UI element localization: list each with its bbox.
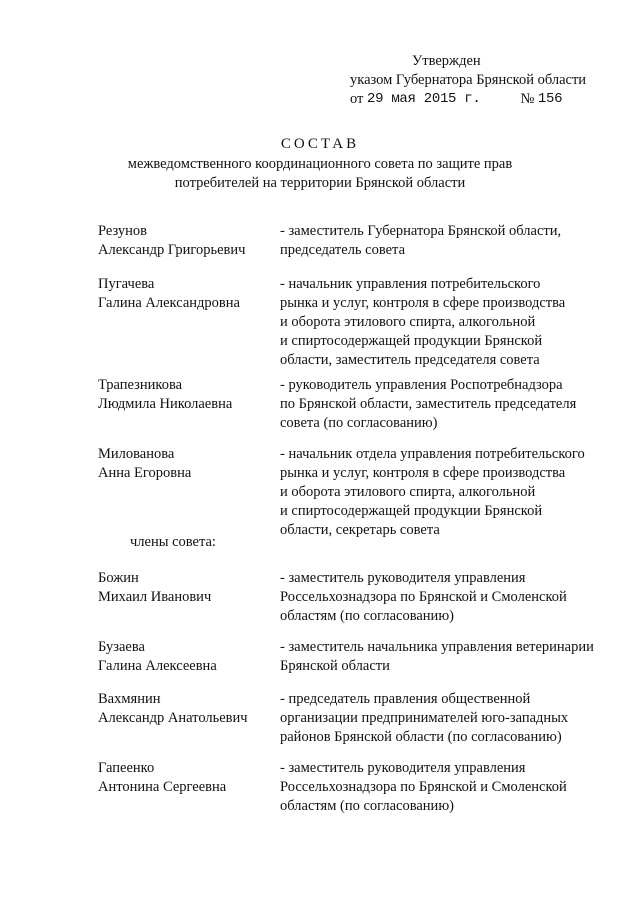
member-name — [98, 569, 278, 607]
approval-stamp — [350, 52, 586, 109]
member-surname: Божин — [98, 570, 139, 586]
document-subtitle — [0, 155, 640, 193]
date-spacer — [480, 90, 520, 109]
member-surname: Резунов — [98, 223, 148, 239]
member-role: - руководитель управления Роспотребнадзора по Брянской области, заместитель председателя совета (по согласованию) — [280, 377, 577, 431]
approval-line-approved: Утвержден — [412, 53, 481, 69]
approval-line-decree: указом Губернатора Брянской области — [350, 72, 587, 88]
members-heading: члены совета: — [130, 534, 216, 550]
member-role: - заместитель начальника управления ветеринарии Брянской области — [280, 639, 594, 674]
member-given-names: Галина Алексеевна — [98, 658, 217, 674]
member-given-names: Людмила Николаевна — [98, 396, 233, 412]
date-prefix: от — [350, 91, 368, 107]
decree-number: 156 — [537, 91, 563, 107]
member-surname: Гапеенко — [98, 760, 155, 776]
member-name — [98, 445, 278, 483]
member-role: - заместитель руководителя управления Россельхознадзора по Брянской и Смоленской областям (по согласованию) — [280, 760, 567, 814]
member-surname: Бузаева — [98, 639, 145, 655]
member-role: - начальник управления потребительского рынка и услуг, контроля в сфере производства и оборота этилового спирта, алкогольной и спиртосодержащей продукции Брянской области, заместитель председателя совета — [280, 276, 566, 368]
document-title: СОСТАВ — [280, 136, 360, 152]
member-name — [98, 759, 278, 797]
member-surname: Пугачева — [98, 276, 155, 292]
member-given-names: Галина Александровна — [98, 295, 240, 311]
member-role: - председатель правления общественной организации предпринимателей юго-западных районов Брянской области (по согласованию) — [280, 691, 569, 745]
member-name — [98, 638, 278, 676]
member-name — [98, 690, 278, 728]
subtitle-line-1: межведомственного координационного совета по защите прав — [127, 156, 513, 172]
member-name — [98, 222, 278, 260]
member-given-names: Анна Егоровна — [98, 465, 192, 481]
approval-date-line — [350, 90, 586, 109]
member-given-names: Александр Григорьевич — [98, 242, 246, 258]
number-prefix: № — [520, 91, 538, 107]
decree-date: 29 мая 2015 г. — [367, 91, 481, 107]
member-surname: Милованова — [98, 446, 175, 462]
member-name — [98, 275, 278, 313]
member-given-names: Александр Анатольевич — [98, 710, 248, 726]
member-role: - заместитель Губернатора Брянской области, председатель совета — [280, 223, 562, 258]
subtitle-line-2: потребителей на территории Брянской области — [174, 175, 466, 191]
member-given-names: Михаил Иванович — [98, 589, 212, 605]
member-surname: Вахмянин — [98, 691, 161, 707]
member-surname: Трапезникова — [98, 377, 183, 393]
member-name — [98, 376, 278, 414]
member-role: - заместитель руководителя управления Россельхознадзора по Брянской и Смоленской областям (по согласованию) — [280, 570, 567, 624]
member-given-names: Антонина Сергеевна — [98, 779, 227, 795]
member-role: - начальник отдела управления потребительского рынка и услуг, контроля в сфере производства и оборота этилового спирта, алкогольной и спиртосодержащей продукции Брянской области, секретарь совета — [280, 446, 585, 538]
